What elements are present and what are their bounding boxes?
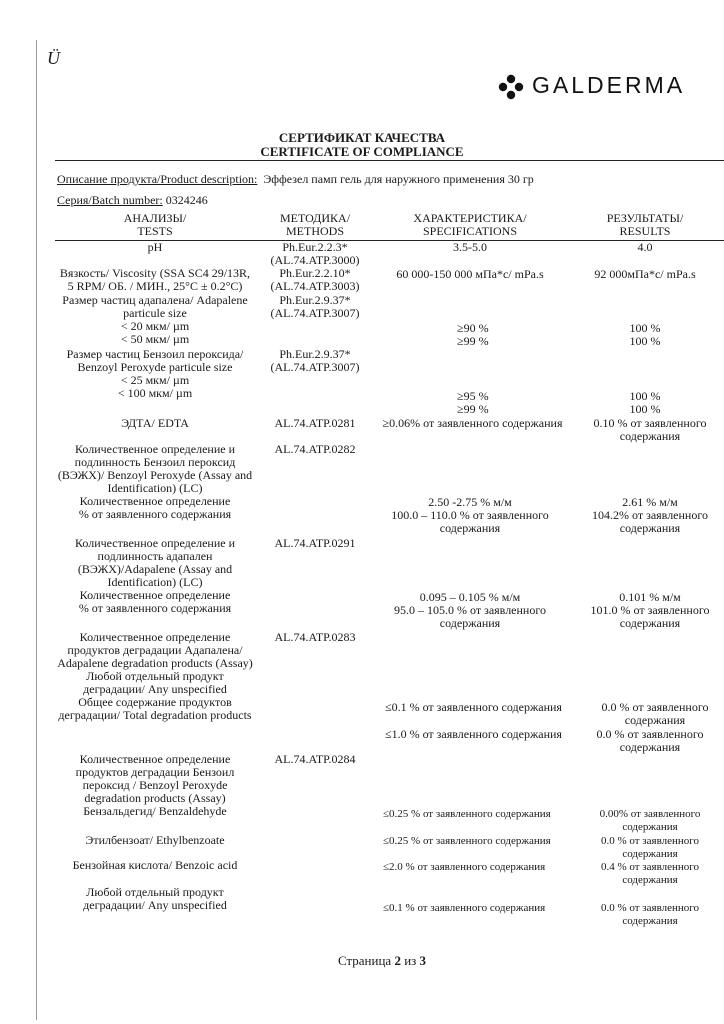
adapalene-degradation-test: Количественное определение продуктов деградации Адапалена/ Adapalene degradation products (Assay) Любой отдельный продукт деградации/ Any unspecified Общее содержание продуктов деградации/ Total degradation products [57, 630, 253, 722]
viscosity-method: Ph.Eur.2.2.10* (AL.74.ATP.3003) [270, 266, 360, 293]
scan-edge-line [36, 40, 37, 1020]
ph-spec: 3.5-5.0 [453, 240, 487, 254]
viscosity-result: 92 000мПа*с/ mPa.s [594, 267, 696, 281]
adapalene-degradation-spec-any: ≤0.1 % от заявленного содержания [385, 700, 562, 714]
ph-result: 4.0 [637, 240, 653, 254]
batch-label: Серия/Batch number: [57, 193, 163, 207]
benzoic-acid-test: Бензойная кислота/ Benzoic acid [72, 858, 238, 872]
viscosity-spec: 60 000-150 000 мПа*с/ mPa.s [396, 267, 544, 281]
adapalene-degradation-method: AL.74.ATP.0283 [274, 630, 356, 644]
header-tests: АНАЛИЗЫ/ TESTS [123, 211, 187, 238]
ethylbenzoate-result: 0.0 % от заявленного содержания [600, 835, 700, 860]
adapalene-degradation-result-total: 0.0 % от заявленного содержания [596, 727, 704, 754]
bpo-assay-result: 2.61 % м/м 104.2% от заявленного содержания [592, 495, 708, 535]
adapalene-degradation-result-any: 0.0 % от заявленного содержания [601, 700, 709, 727]
title-divider [55, 160, 724, 161]
ph-method: Ph.Eur.2.2.3* (AL.74.ATP.3000) [270, 240, 360, 267]
ethylbenzoate-test: Этилбензоат/ Ethylbenzoate [85, 833, 225, 847]
footer-page: 2 [394, 953, 401, 968]
edta-method: AL.74.ATP.0281 [274, 416, 356, 430]
page-footer [0, 953, 724, 969]
bpo-degradation-method: AL.74.ATP.0284 [274, 752, 356, 766]
benzoic-acid-result: 0.4 % от заявленного содержания [600, 861, 700, 886]
edta-spec: ≥0.06% от заявленного содержания [382, 416, 563, 430]
logo-text: GALDERMA [532, 72, 686, 98]
adapalene-assay-method: AL.74.ATP.0291 [274, 536, 356, 550]
bpo-assay-test: Количественное определение и подлинность Бензоил пероксид (ВЭЖХ)/ Benzoyl Peroxyde (Assay and Identification) (LC) Количественное определение % от заявленного содержания [57, 442, 253, 521]
batch-value: 0324246 [165, 193, 208, 207]
header-methods: МЕТОДИКА/ METHODS [279, 211, 351, 238]
benzaldehyde-spec: ≤0.25 % от заявленного содержания [383, 808, 551, 820]
product-value: Эффезел памп гель для наружного применения 30 гр [263, 172, 534, 186]
footer-sep: из [404, 953, 417, 968]
adapalene-particle-spec: ≥90 % ≥99 % [457, 321, 489, 348]
bpo-assay-method: AL.74.ATP.0282 [274, 442, 356, 456]
viscosity-test: Вязкость/ Viscosity (SSA SC4 29/13R, 5 RPM/ ОБ. / МИН., 25°C ± 0.2°C) [59, 266, 251, 293]
adapalene-particle-result: 100 % 100 % [629, 321, 661, 348]
handwritten-mark: Ü [47, 48, 60, 68]
edta-result: 0.10 % от заявленного содержания [593, 416, 707, 443]
footer-prefix: Страница [337, 953, 392, 968]
adapalene-degradation-spec-total: ≤1.0 % от заявленного содержания [385, 727, 562, 741]
footer-total: 3 [419, 953, 427, 968]
title-en: CERTIFICATE OF COMPLIANCE [260, 144, 464, 159]
product-label: Описание продукта/Product description: [57, 172, 258, 186]
bpo-any-unspecified-spec: ≤0.1 % от заявленного содержания [383, 902, 546, 914]
adapalene-assay-spec: 0.095 – 0.105 % м/м 95.0 – 105.0 % от заявленного содержания [394, 590, 546, 630]
batch-number [57, 194, 208, 207]
bpo-particle-spec: ≥95 % ≥99 % [457, 389, 489, 416]
bpo-particle-result: 100 % 100 % [629, 389, 661, 416]
bpo-degradation-test: Количественное определение продуктов деградации Бензоил пероксид / Benzoyl Peroxyde degradation products (Assay) Бензальдегид/ Benzaldehyde [75, 752, 235, 818]
bpo-any-unspecified-test: Любой отдельный продукт деградации/ Any unspecified [83, 885, 227, 912]
benzaldehyde-result: 0.00% от заявленного содержания [599, 808, 701, 833]
bpo-particle-test: Размер частиц Бензоил пероксида/ Benzoyl Peroxyde particule size < 25 мкм/ µm < 100 мкм/ µm [66, 347, 244, 400]
ethylbenzoate-spec: ≤0.25 % от заявленного содержания [383, 835, 551, 847]
header-specifications: ХАРАКТЕРИСТИКА/ SPECIFICATIONS [413, 211, 527, 238]
adapalene-particle-test: Размер частиц адапалена/ Adapalene particule size < 20 мкм/ µm < 50 мкм/ µm [62, 293, 248, 346]
bpo-assay-spec: 2.50 -2.75 % м/м 100.0 – 110.0 % от заявленного содержания [391, 495, 549, 535]
benzoic-acid-spec: ≤2.0 % от заявленного содержания [383, 861, 546, 873]
bpo-any-unspecified-result: 0.0 % от заявленного содержания [600, 902, 700, 927]
adapalene-assay-result: 0.101 % м/м 101.0 % от заявленного содержания [590, 590, 710, 630]
adapalene-particle-method: Ph.Eur.2.9.37* (AL.74.ATP.3007) [270, 293, 360, 320]
galderma-dots-icon [496, 74, 526, 100]
bpo-particle-method: Ph.Eur.2.9.37* (AL.74.ATP.3007) [270, 347, 360, 374]
adapalene-assay-test: Количественное определение и подлинность адапален (ВЭЖХ)/Adapalene (Assay and Identification) (LC) Количественное определение % от заявленного содержания [74, 536, 236, 615]
edta-test: ЭДТА/ EDTA [121, 416, 189, 430]
product-description [57, 173, 534, 186]
title-ru: СЕРТИФИКАТ КАЧЕСТВА [278, 130, 446, 145]
header-results: РЕЗУЛЬТАТЫ/ RESULTS [606, 211, 684, 238]
ph-test: pH [147, 240, 163, 254]
